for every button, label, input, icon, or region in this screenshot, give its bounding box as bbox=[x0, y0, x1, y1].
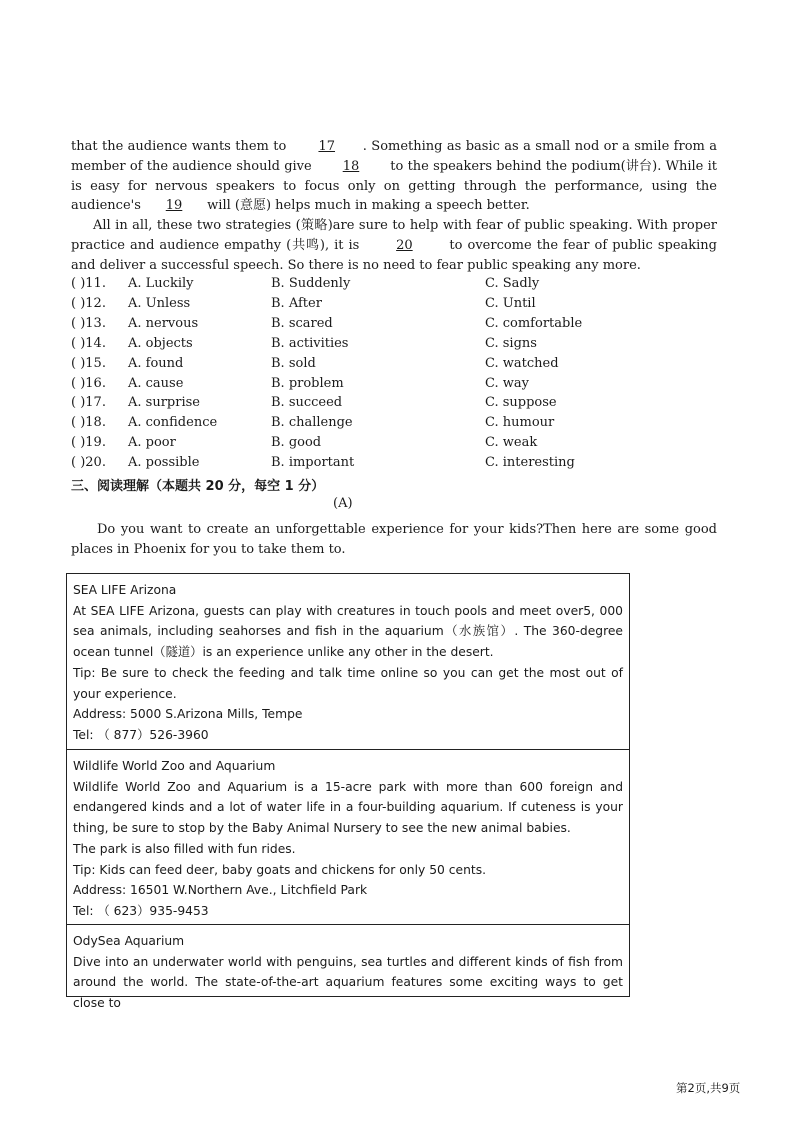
option-b: B. good bbox=[271, 435, 322, 451]
passage-text: to overcome the fear of public speaking and deliver a successful speech. So there is no need to fear public speaking any more. bbox=[71, 237, 717, 273]
option-row bbox=[71, 276, 721, 296]
option-a: A. cause bbox=[128, 375, 184, 391]
question-number: ( )15. bbox=[71, 355, 106, 371]
option-row bbox=[71, 296, 721, 316]
option-c: C. humour bbox=[485, 415, 555, 431]
place-tip: Tip: Kids can feed deer, baby goats and chickens for only 50 cents. bbox=[73, 862, 487, 877]
option-c: C. signs bbox=[485, 335, 537, 351]
passage-paragraph-2 bbox=[71, 216, 717, 275]
passage-label: (A) bbox=[333, 496, 353, 511]
place-description: At SEA LIFE Arizona, guests can play with creatures in touch pools and meet over5, 000 sea animals, including seahorses and fish in the aquarium（水族馆）. The 360-degree ocean tunnel（隧道）is an experience unlike any other in the desert. bbox=[73, 603, 623, 660]
section-heading: 三、阅读理解（本题共 20 分，每空 1 分） bbox=[71, 479, 325, 494]
option-a: A. poor bbox=[128, 435, 176, 451]
place-tel: Tel: （ 877）526-3960 bbox=[73, 727, 209, 742]
option-row bbox=[71, 435, 721, 455]
place-description: Dive into an underwater world with penguins, sea turtles and different kinds of fish from around the world. The state-of-the-art aquarium features some exciting ways to get close to bbox=[73, 954, 623, 1011]
option-b: B. Suddenly bbox=[271, 276, 351, 291]
option-b: B. sold bbox=[271, 355, 316, 371]
place-name: SEA LIFE Arizona bbox=[73, 583, 177, 597]
question-number: ( )19. bbox=[71, 435, 106, 451]
option-b: B. challenge bbox=[271, 415, 353, 431]
question-number: ( )11. bbox=[71, 276, 106, 291]
question-number: ( )20. bbox=[71, 455, 106, 471]
option-c: C. suppose bbox=[485, 395, 557, 411]
place-address: Address: 5000 S.Arizona Mills, Tempe bbox=[73, 707, 303, 722]
passage-text: will (意愿) helps much in making a speech better. bbox=[207, 198, 530, 214]
option-a: A. possible bbox=[128, 455, 200, 471]
option-a: A. found bbox=[128, 355, 184, 371]
reading-intro: Do you want to create an unforgettable experience for your kids?Then here are some good places in Phoenix for you to take them to. bbox=[71, 522, 717, 557]
option-b: B. problem bbox=[271, 375, 344, 391]
place-tel: Tel: （ 623）935-9453 bbox=[73, 903, 209, 918]
passage-text: All in all, these two strategies (策略)are sure to help with fear of public speaking. With proper practice and audience empathy (共鸣), it is bbox=[71, 218, 717, 253]
option-row bbox=[71, 356, 721, 376]
question-number: ( )14. bbox=[71, 335, 106, 351]
passage-text: . Something as basic as a small nod or a smile from a member of the audience should give bbox=[71, 139, 718, 174]
place-box-wildlife-zoo bbox=[66, 749, 630, 925]
place-name: Wildlife World Zoo and Aquarium bbox=[73, 759, 276, 773]
option-b: B. scared bbox=[271, 315, 333, 331]
option-a: A. surprise bbox=[128, 395, 200, 411]
option-row bbox=[71, 455, 721, 475]
option-a: A. Luckily bbox=[128, 276, 194, 291]
place-tip: Tip: Be sure to check the feeding and talk time online so you can get the most out of your experience. bbox=[73, 665, 623, 701]
option-c: C. Until bbox=[485, 295, 536, 311]
question-number: ( )18. bbox=[71, 415, 106, 431]
option-c: C. interesting bbox=[485, 455, 575, 471]
option-a: A. nervous bbox=[128, 315, 199, 331]
passage-text: that the audience wants them to bbox=[71, 139, 287, 154]
option-row bbox=[71, 316, 721, 336]
option-b: B. succeed bbox=[271, 395, 343, 411]
blank-17: 17 bbox=[318, 139, 336, 154]
place-address: Address: 16501 W.Northern Ave., Litchfield Park bbox=[73, 883, 368, 898]
passage-text: to the speakers behind the podium(讲台). While it is easy for nervous speakers to focus only on getting through the performance, using the audience's bbox=[71, 158, 717, 214]
option-b: B. activities bbox=[271, 335, 349, 351]
question-number: ( )13. bbox=[71, 315, 106, 331]
option-a: A. Unless bbox=[128, 295, 191, 311]
option-c: C. way bbox=[485, 375, 529, 391]
place-name: OdySea Aquarium bbox=[73, 934, 185, 948]
blank-20: 20 bbox=[396, 237, 413, 253]
blank-19: 19 bbox=[165, 198, 183, 214]
option-c: C. Sadly bbox=[485, 276, 540, 291]
place-box-odysea bbox=[66, 924, 630, 1011]
option-c: C. watched bbox=[485, 355, 559, 371]
blank-18: 18 bbox=[342, 158, 360, 174]
place-extra: The park is also filled with fun rides. bbox=[73, 841, 296, 856]
option-c: C. weak bbox=[485, 435, 538, 451]
option-row bbox=[71, 395, 721, 415]
question-number: ( )16. bbox=[71, 375, 106, 391]
option-a: A. objects bbox=[128, 335, 193, 351]
option-row bbox=[71, 415, 721, 435]
passage-paragraph-1 bbox=[71, 137, 717, 216]
option-a: A. confidence bbox=[128, 415, 218, 431]
option-b: B. After bbox=[271, 295, 322, 311]
place-description: Wildlife World Zoo and Aquarium is a 15-acre park with more than 600 foreign and endangered kinds and a lot of water life in a four-building aquarium. If cuteness is your thing, be sure to stop by the Baby Animal Nursery to see the new animal babies. bbox=[73, 779, 623, 836]
question-number: ( )12. bbox=[71, 295, 106, 311]
page-number: 第2页,共9页 bbox=[676, 1081, 741, 1095]
option-row bbox=[71, 376, 721, 396]
option-c: C. comfortable bbox=[485, 315, 583, 331]
question-number: ( )17. bbox=[71, 395, 106, 411]
option-row bbox=[71, 336, 721, 356]
place-box-sea-life bbox=[66, 573, 630, 750]
option-b: B. important bbox=[271, 455, 355, 471]
